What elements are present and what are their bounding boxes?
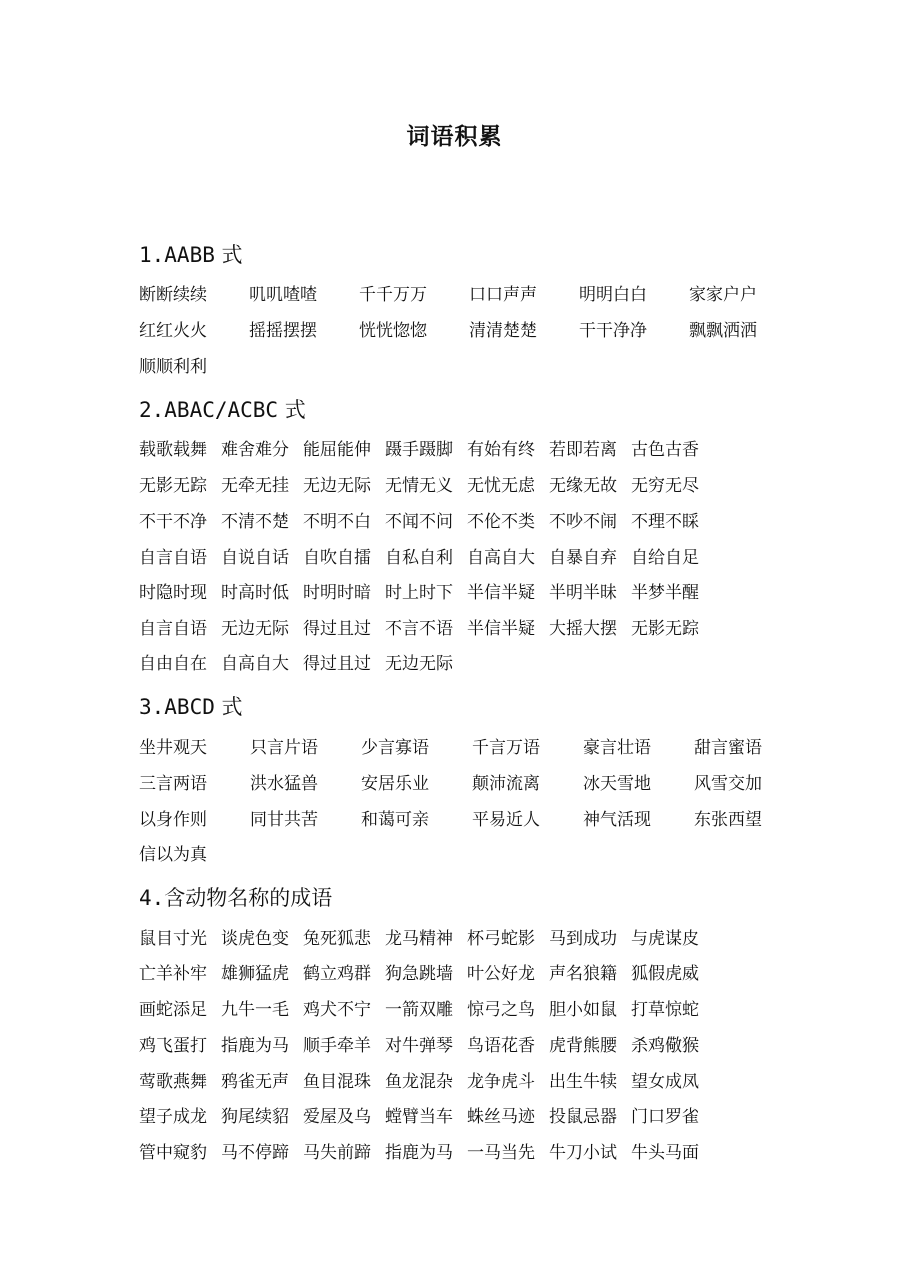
idiom-word: 半信半疑: [467, 619, 535, 639]
idiom-word: 飘飘洒洒: [689, 321, 757, 341]
idiom-word: 清清楚楚: [469, 321, 537, 341]
idiom-word: 半信半疑: [467, 583, 535, 603]
idiom-word: 神气活现: [583, 810, 651, 830]
idiom-word: 莺歌燕舞: [139, 1072, 207, 1092]
idiom-word: 不言不语: [385, 619, 453, 639]
idiom-word: 三言两语: [139, 774, 207, 794]
idiom-word: 甜言蜜语: [694, 738, 762, 758]
section-label: 含动物名称的成语: [164, 886, 333, 910]
idiom-word: 鸡飞蛋打: [139, 1036, 207, 1056]
idiom-word: 东张西望: [694, 810, 762, 830]
idiom-word: 无边无际: [303, 476, 371, 496]
idiom-word: 牛头马面: [631, 1143, 699, 1163]
section-number: 2.ABAC/ACBC: [139, 398, 279, 422]
idiom-word: 杀鸡儆猴: [631, 1036, 699, 1056]
idiom-word: 声名狼籍: [549, 964, 617, 984]
idiom-word: 不理不睬: [631, 512, 699, 532]
idiom-word: 无影无踪: [631, 619, 699, 639]
idiom-word: 风雪交加: [694, 774, 762, 794]
section-heading-2: [139, 396, 306, 424]
idiom-word: 千言万语: [472, 738, 540, 758]
idiom-word: 虎背熊腰: [549, 1036, 617, 1056]
idiom-word: 恍恍惚惚: [359, 321, 427, 341]
idiom-word: 颠沛流离: [472, 774, 540, 794]
idiom-word: 惊弓之鸟: [467, 1000, 535, 1020]
idiom-word: 鱼目混珠: [303, 1072, 371, 1092]
idiom-word: 自私自利: [385, 548, 453, 568]
section-number: 4.: [139, 886, 165, 910]
idiom-word: 鸦雀无声: [221, 1072, 289, 1092]
idiom-word: 画蛇添足: [139, 1000, 207, 1020]
idiom-word: 无缘无故: [549, 476, 617, 496]
idiom-word: 望子成龙: [139, 1107, 207, 1127]
idiom-word: 马到成功: [549, 929, 617, 949]
idiom-word: 若即若离: [549, 440, 617, 460]
idiom-word: 顺顺利利: [139, 357, 207, 377]
idiom-word: 少言寡语: [361, 738, 429, 758]
idiom-word: 不闻不问: [385, 512, 453, 532]
idiom-word: 红红火火: [139, 321, 207, 341]
idiom-word: 能屈能伸: [303, 440, 371, 460]
idiom-word: 蛛丝马迹: [467, 1107, 535, 1127]
section-heading-4: [139, 884, 332, 912]
idiom-word: 时高时低: [221, 583, 289, 603]
idiom-word: 亡羊补牢: [139, 964, 207, 984]
idiom-word: 叽叽喳喳: [249, 285, 317, 305]
idiom-word: 冰天雪地: [583, 774, 651, 794]
idiom-word: 指鹿为马: [221, 1036, 289, 1056]
idiom-word: 干干净净: [579, 321, 647, 341]
page-title: 词语积累: [406, 124, 503, 150]
idiom-word: 半明半昧: [549, 583, 617, 603]
idiom-word: 信以为真: [139, 845, 207, 865]
idiom-word: 鼠目寸光: [139, 929, 207, 949]
idiom-word: 狗急跳墙: [385, 964, 453, 984]
idiom-word: 坐井观天: [139, 738, 207, 758]
idiom-word: 龙马精神: [385, 929, 453, 949]
idiom-word: 和蔼可亲: [361, 810, 429, 830]
idiom-word: 时明时暗: [303, 583, 371, 603]
idiom-word: 口口声声: [469, 285, 537, 305]
idiom-word: 自高自大: [221, 654, 289, 674]
idiom-word: 叶公好龙: [467, 964, 535, 984]
idiom-word: 杯弓蛇影: [467, 929, 535, 949]
idiom-word: 半梦半醒: [631, 583, 699, 603]
idiom-word: 指鹿为马: [385, 1143, 453, 1163]
idiom-word: 无边无际: [385, 654, 453, 674]
idiom-word: 安居乐业: [361, 774, 429, 794]
idiom-word: 爱屋及乌: [303, 1107, 371, 1127]
idiom-word: 得过且过: [303, 654, 371, 674]
idiom-word: 自言自语: [139, 619, 207, 639]
idiom-word: 九牛一毛: [221, 1000, 289, 1020]
idiom-word: 平易近人: [472, 810, 540, 830]
idiom-word: 自由自在: [139, 654, 207, 674]
idiom-word: 牛刀小试: [549, 1143, 617, 1163]
idiom-word: 无影无踪: [139, 476, 207, 496]
idiom-word: 无忧无虑: [467, 476, 535, 496]
idiom-word: 自言自语: [139, 548, 207, 568]
idiom-word: 一箭双雕: [385, 1000, 453, 1020]
idiom-word: 不清不楚: [221, 512, 289, 532]
idiom-word: 同甘共苦: [250, 810, 318, 830]
section-label: 式: [278, 398, 306, 422]
idiom-word: 豪言壮语: [583, 738, 651, 758]
section-label: 式: [214, 243, 243, 267]
section-label: 式: [214, 695, 243, 719]
idiom-word: 蹑手蹑脚: [385, 440, 453, 460]
idiom-word: 狗尾续貂: [221, 1107, 289, 1127]
idiom-word: 打草惊蛇: [631, 1000, 699, 1020]
idiom-word: 得过且过: [303, 619, 371, 639]
idiom-word: 不吵不闹: [549, 512, 617, 532]
idiom-word: 望女成凤: [631, 1072, 699, 1092]
idiom-word: 马失前蹄: [303, 1143, 371, 1163]
idiom-word: 摇摇摆摆: [249, 321, 317, 341]
idiom-word: 狐假虎威: [631, 964, 699, 984]
idiom-word: 不干不净: [139, 512, 207, 532]
idiom-word: 无边无际: [221, 619, 289, 639]
section-number: 1.AABB: [139, 243, 215, 267]
idiom-word: 自高自大: [467, 548, 535, 568]
section-heading-1: [139, 241, 243, 269]
idiom-word: 鸟语花香: [467, 1036, 535, 1056]
idiom-word: 出生牛犊: [549, 1072, 617, 1092]
idiom-word: 螳臂当车: [385, 1107, 453, 1127]
idiom-word: 谈虎色变: [221, 929, 289, 949]
idiom-word: 鸡犬不宁: [303, 1000, 371, 1020]
idiom-word: 无牵无挂: [221, 476, 289, 496]
idiom-word: 兔死狐悲: [303, 929, 371, 949]
idiom-word: 投鼠忌器: [549, 1107, 617, 1127]
idiom-word: 自说自话: [221, 548, 289, 568]
idiom-word: 只言片语: [250, 738, 318, 758]
idiom-word: 对牛弹琴: [385, 1036, 453, 1056]
section-heading-3: [139, 693, 243, 721]
idiom-word: 洪水猛兽: [250, 774, 318, 794]
idiom-word: 千千万万: [359, 285, 427, 305]
idiom-word: 与虎谋皮: [631, 929, 699, 949]
idiom-word: 自暴自弃: [549, 548, 617, 568]
idiom-word: 门口罗雀: [631, 1107, 699, 1127]
idiom-word: 无情无义: [385, 476, 453, 496]
idiom-word: 不伦不类: [467, 512, 535, 532]
idiom-word: 难舍难分: [221, 440, 289, 460]
idiom-word: 明明白白: [579, 285, 647, 305]
idiom-word: 载歌载舞: [139, 440, 207, 460]
idiom-word: 不明不白: [303, 512, 371, 532]
idiom-word: 顺手牵羊: [303, 1036, 371, 1056]
idiom-word: 家家户户: [689, 285, 757, 305]
idiom-word: 雄狮猛虎: [221, 964, 289, 984]
idiom-word: 自吹自擂: [303, 548, 371, 568]
idiom-word: 时上时下: [385, 583, 453, 603]
section-number: 3.ABCD: [139, 695, 215, 719]
idiom-word: 无穷无尽: [631, 476, 699, 496]
idiom-word: 古色古香: [631, 440, 699, 460]
idiom-word: 胆小如鼠: [549, 1000, 617, 1020]
idiom-word: 有始有终: [467, 440, 535, 460]
idiom-word: 时隐时现: [139, 583, 207, 603]
idiom-word: 断断续续: [139, 285, 207, 305]
idiom-word: 一马当先: [467, 1143, 535, 1163]
idiom-word: 龙争虎斗: [467, 1072, 535, 1092]
idiom-word: 马不停蹄: [221, 1143, 289, 1163]
idiom-word: 自给自足: [631, 548, 699, 568]
idiom-word: 以身作则: [139, 810, 207, 830]
idiom-word: 鱼龙混杂: [385, 1072, 453, 1092]
idiom-word: 管中窥豹: [139, 1143, 207, 1163]
idiom-word: 大摇大摆: [549, 619, 617, 639]
idiom-word: 鹤立鸡群: [303, 964, 371, 984]
